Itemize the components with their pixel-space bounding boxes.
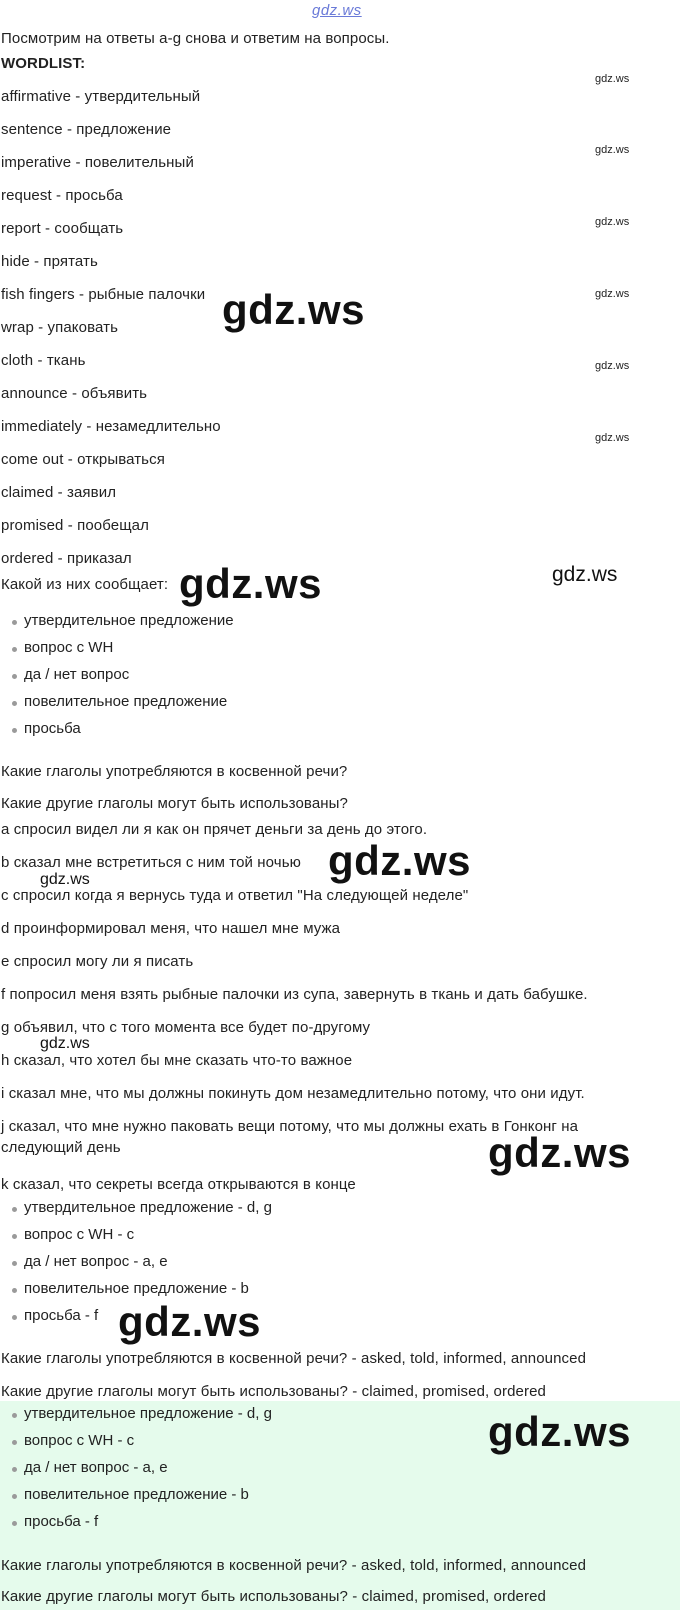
top-watermark: gdz.ws bbox=[312, 2, 362, 19]
small-watermark: gdz.ws bbox=[595, 216, 630, 228]
note-watermark: gdz.ws bbox=[40, 871, 90, 888]
sentence-item: b сказал мне встретиться с ним той ночью bbox=[1, 854, 301, 871]
answer-verbs-highlighted: Какие глаголы употребляются в косвенной речи? - asked, told, informed, announced bbox=[1, 1557, 587, 1574]
list-item: утвердительное предложение - d, g bbox=[0, 1404, 272, 1431]
small-watermark: gdz.ws bbox=[595, 360, 630, 372]
sentence-item: g объявил, что с того момента все будет по-другому bbox=[1, 1019, 371, 1036]
large-watermark: gdz.ws bbox=[118, 1298, 262, 1345]
list-item: вопрос с WH bbox=[0, 638, 234, 665]
wordlist-item: promised - пообещал bbox=[1, 517, 149, 534]
large-watermark: gdz.ws bbox=[179, 560, 323, 607]
wordlist-item: sentence - предложение bbox=[1, 121, 172, 138]
answer-other-verbs: Какие другие глаголы могут быть использованы? - claimed, promised, ordered bbox=[1, 1383, 546, 1400]
wordlist-item: report - сообщать bbox=[1, 220, 124, 237]
wordlist-item: immediately - незамедлительно bbox=[1, 418, 221, 435]
small-watermark: gdz.ws bbox=[595, 73, 630, 85]
list-item: просьба - f bbox=[0, 1306, 272, 1333]
small-watermark: gdz.ws bbox=[595, 288, 630, 300]
wordlist-item: announce - объявить bbox=[1, 385, 148, 402]
large-watermark: gdz.ws bbox=[222, 286, 366, 333]
sentence-item: следующий день bbox=[1, 1139, 121, 1156]
list-item: да / нет вопрос - a, e bbox=[0, 1252, 272, 1279]
list-item: вопрос с WH - c bbox=[0, 1431, 272, 1458]
note-watermark: gdz.ws bbox=[40, 1035, 90, 1052]
list-item: просьба bbox=[0, 719, 234, 746]
large-watermark: gdz.ws bbox=[488, 1129, 632, 1176]
types-list bbox=[0, 611, 234, 746]
intro-text: Посмотрим на ответы a-g снова и ответим на вопросы. bbox=[1, 30, 390, 47]
list-item: вопрос с WH - c bbox=[0, 1225, 272, 1252]
sentence-item: j сказал, что мне нужно паковать вещи потому, что мы должны ехать в Гонконг на bbox=[1, 1118, 579, 1135]
answers-list-highlighted bbox=[0, 1404, 272, 1539]
answer-verbs: Какие глаголы употребляются в косвенной речи? - asked, told, informed, announced bbox=[1, 1350, 587, 1367]
question-other-verbs: Какие другие глаголы могут быть использованы? bbox=[1, 795, 348, 812]
sentence-item: c спросил когда я вернусь туда и ответил "На следующей неделе" bbox=[1, 887, 469, 904]
large-watermark: gdz.ws bbox=[488, 1408, 632, 1455]
sentence-item: f попросил меня взять рыбные палочки из супа, завернуть в ткань и дать бабушке. bbox=[1, 986, 588, 1003]
list-item: да / нет вопрос - a, e bbox=[0, 1458, 272, 1485]
medium-watermark: gdz.ws bbox=[552, 563, 618, 586]
list-item: утвердительное предложение bbox=[0, 611, 234, 638]
small-watermark: gdz.ws bbox=[595, 144, 630, 156]
wordlist-item: ordered - приказал bbox=[1, 550, 132, 567]
wordlist-item: wrap - упаковать bbox=[1, 319, 118, 336]
list-item: да / нет вопрос bbox=[0, 665, 234, 692]
list-item: просьба - f bbox=[0, 1512, 272, 1539]
sentence-item: e спросил могу ли я писать bbox=[1, 953, 194, 970]
wordlist-item: request - просьба bbox=[1, 187, 123, 204]
large-watermark: gdz.ws bbox=[328, 837, 472, 884]
list-item: утвердительное предложение - d, g bbox=[0, 1198, 272, 1225]
question-which: Какой из них сообщает: bbox=[1, 576, 169, 593]
sentence-item: a спросил видел ли я как он прячет деньги за день до этого. bbox=[1, 821, 428, 838]
question-verbs: Какие глаголы употребляются в косвенной речи? bbox=[1, 763, 348, 780]
sentence-item: k сказал, что секреты всегда открываются в конце bbox=[1, 1176, 356, 1193]
wordlist-label: WORDLIST: bbox=[1, 55, 86, 72]
sentence-item: d проинформировал меня, что нашел мне мужа bbox=[1, 920, 341, 937]
wordlist-item: hide - прятать bbox=[1, 253, 98, 270]
sentence-item: h сказал, что хотел бы мне сказать что-то важное bbox=[1, 1052, 353, 1069]
wordlist-item: come out - открываться bbox=[1, 451, 165, 468]
wordlist-item: claimed - заявил bbox=[1, 484, 117, 501]
wordlist-item: cloth - ткань bbox=[1, 352, 86, 369]
wordlist-item: fish fingers - рыбные палочки bbox=[1, 286, 206, 303]
list-item: повелительное предложение - b bbox=[0, 1485, 272, 1512]
small-watermark: gdz.ws bbox=[595, 432, 630, 444]
list-item: повелительное предложение - b bbox=[0, 1279, 272, 1306]
sentence-item: i сказал мне, что мы должны покинуть дом незамедлительно потому, что они идут. bbox=[1, 1085, 585, 1102]
wordlist-item: affirmative - утвердительный bbox=[1, 88, 201, 105]
answer-other-verbs-highlighted: Какие другие глаголы могут быть использованы? - claimed, promised, ordered bbox=[1, 1588, 546, 1605]
wordlist-item: imperative - повелительный bbox=[1, 154, 194, 171]
list-item: повелительное предложение bbox=[0, 692, 234, 719]
